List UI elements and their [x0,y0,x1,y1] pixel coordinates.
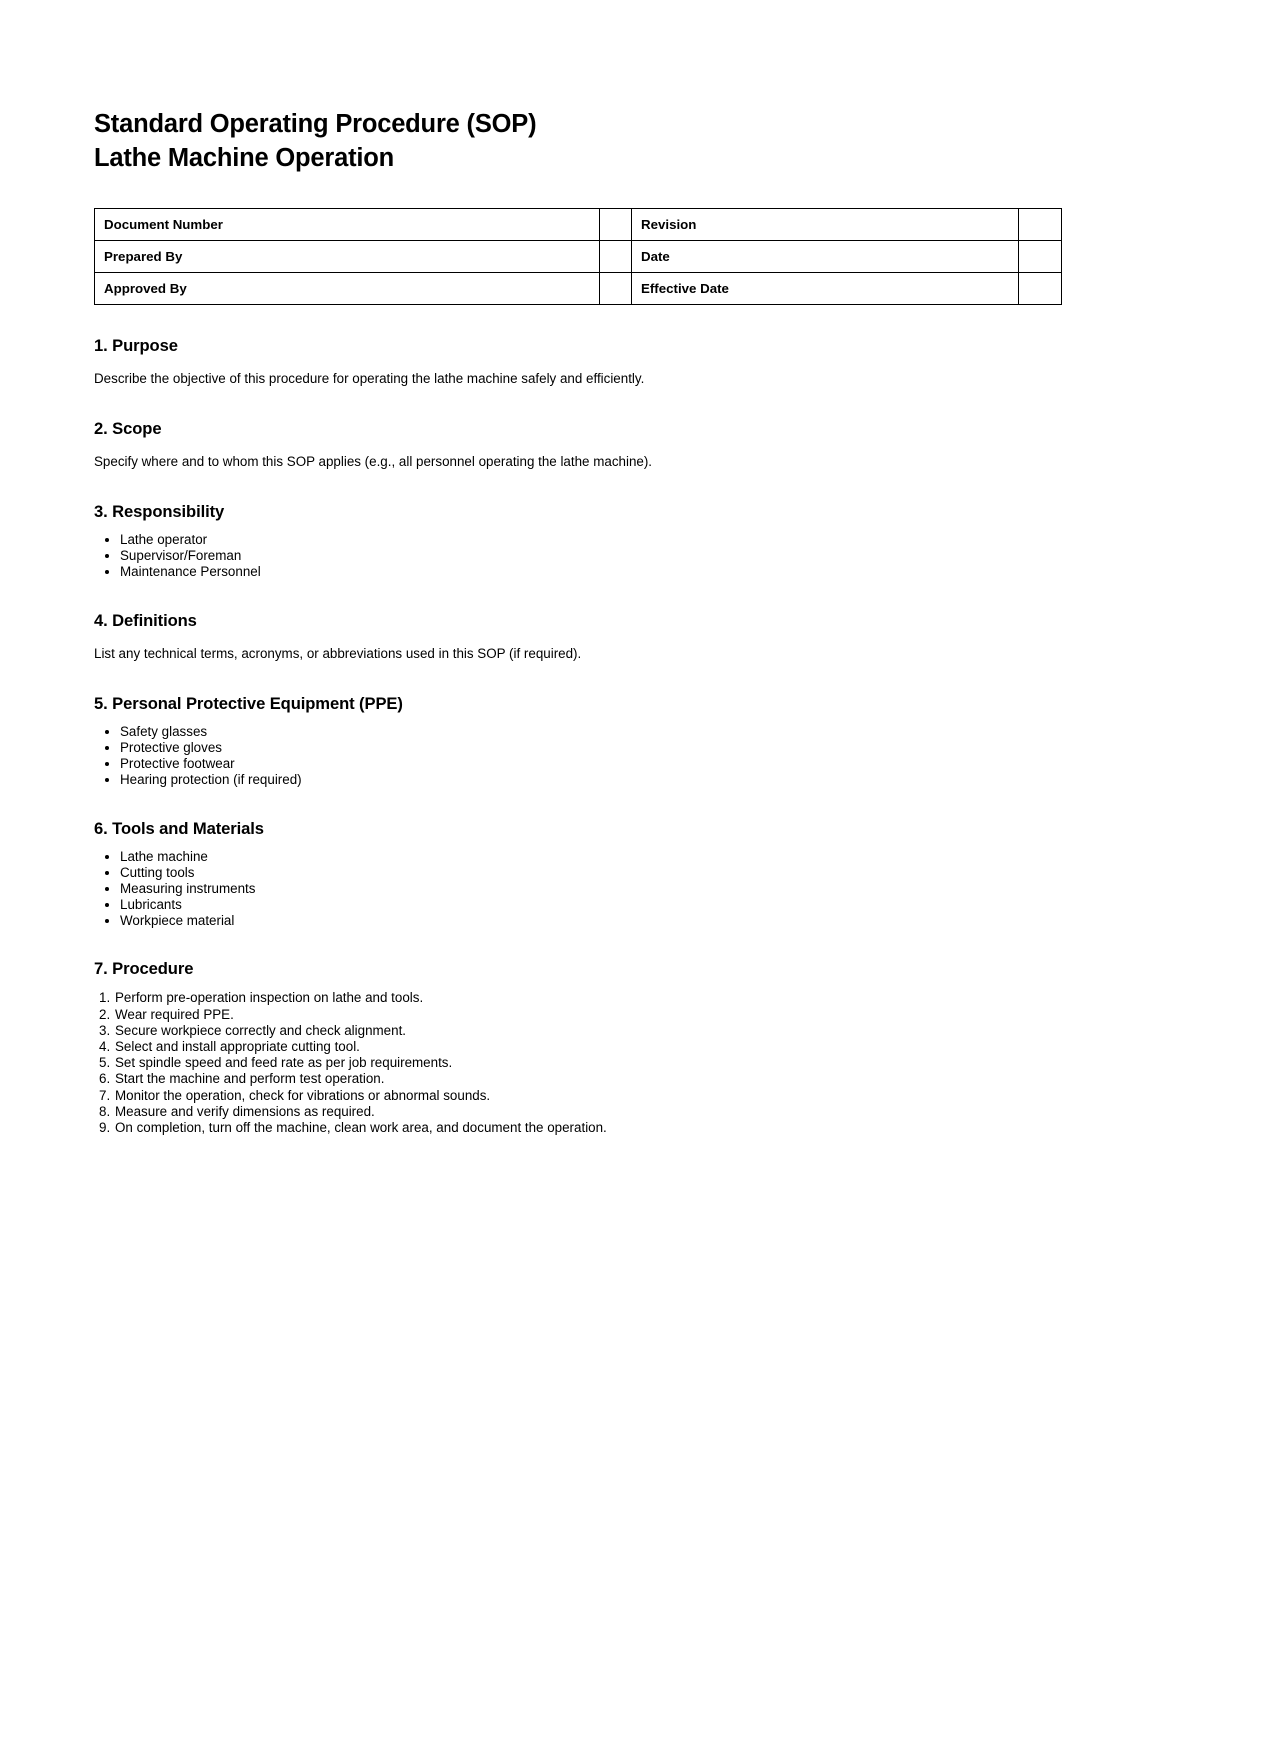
list-item: Select and install appropriate cutting tool. [115,1039,360,1055]
section-scope [94,388,1039,471]
list-item: • Protective footwear [120,756,1039,772]
procedure-steps-list [94,979,1039,1136]
list-item: • Maintenance Personnel [120,564,1039,580]
table-row [95,273,1062,305]
section-heading-purpose: 1. Purpose [94,336,178,356]
page-title-line-1: Standard Operating Procedure (SOP) [94,110,537,138]
section-text-scope: Specify where and to whom this SOP applies (e.g., all personnel operating the lathe machine). [94,454,653,470]
list-item: Perform pre-operation inspection on lathe and tools. [115,990,424,1006]
section-procedure [94,928,1039,1136]
section-heading-responsibility: 3. Responsibility [94,502,225,522]
meta-table-body [95,209,1062,305]
list-item: • Safety glasses [120,724,1039,740]
list-item: Monitor the operation, check for vibrations or abnormal sounds. [115,1087,491,1103]
meta-value-approved-by[interactable] [600,273,632,305]
list-item: • Lathe machine [120,849,1039,865]
list-item: Secure workpiece correctly and check alignment. [115,1022,407,1038]
meta-value-document-number[interactable] [600,209,632,241]
list-item: • Measuring instruments [120,881,1039,897]
list-item: • Hearing protection (if required) [120,772,1039,788]
meta-value-prepared-by[interactable] [600,241,632,273]
section-heading-ppe: 5. Personal Protective Equipment (PPE) [94,694,403,714]
list-item: Start the machine and perform test operation. [115,1071,385,1087]
list-item: Measure and verify dimensions as required. [115,1103,375,1119]
meta-label-date: Date [632,241,1019,273]
meta-value-revision[interactable] [1019,209,1062,241]
section-ppe [94,663,1039,788]
document-content [94,108,1039,1136]
tools-and-materials-list [94,839,1039,929]
table-row [95,209,1062,241]
list-item: • Supervisor/Foreman [120,548,1039,564]
page-title [94,108,1039,175]
list-item: Wear required PPE. [115,1006,234,1022]
meta-label-prepared-by: Prepared By [95,241,600,273]
section-heading-definitions: 4. Definitions [94,611,197,631]
responsibility-list [94,522,1039,580]
section-text-definitions: List any technical terms, acronyms, or abbreviations used in this SOP (if required). [94,645,582,661]
table-row [95,241,1062,273]
meta-label-approved-by: Approved By [95,273,600,305]
list-item: • Lathe operator [120,532,1039,548]
list-item: Set spindle speed and feed rate as per job requirements. [115,1055,453,1071]
list-item: • Cutting tools [120,865,1039,881]
document-meta-table [94,208,1062,305]
list-item: On completion, turn off the machine, clean work area, and document the operation. [115,1120,607,1136]
meta-label-effective-date: Effective Date [632,273,1019,305]
section-responsibility [94,471,1039,580]
page-title-line-2: Lathe Machine Operation [94,143,395,172]
list-item: • Protective gloves [120,740,1039,756]
meta-label-revision: Revision [632,209,1019,241]
section-text-purpose: Describe the objective of this procedure for operating the lathe machine safely and efficiently. [94,371,645,387]
meta-label-document-number: Document Number [95,209,600,241]
section-heading-procedure: 7. Procedure [94,959,194,979]
section-definitions [94,580,1039,663]
ppe-list [94,714,1039,788]
section-heading-tools-and-materials: 6. Tools and Materials [94,818,264,838]
section-purpose [94,305,1039,388]
section-heading-scope: 2. Scope [94,419,162,439]
meta-value-date[interactable] [1019,241,1062,273]
list-item: • Lubricants [120,897,1039,913]
list-item: • Workpiece material [120,913,1039,929]
meta-value-effective-date[interactable] [1019,273,1062,305]
section-tools-and-materials [94,788,1039,929]
